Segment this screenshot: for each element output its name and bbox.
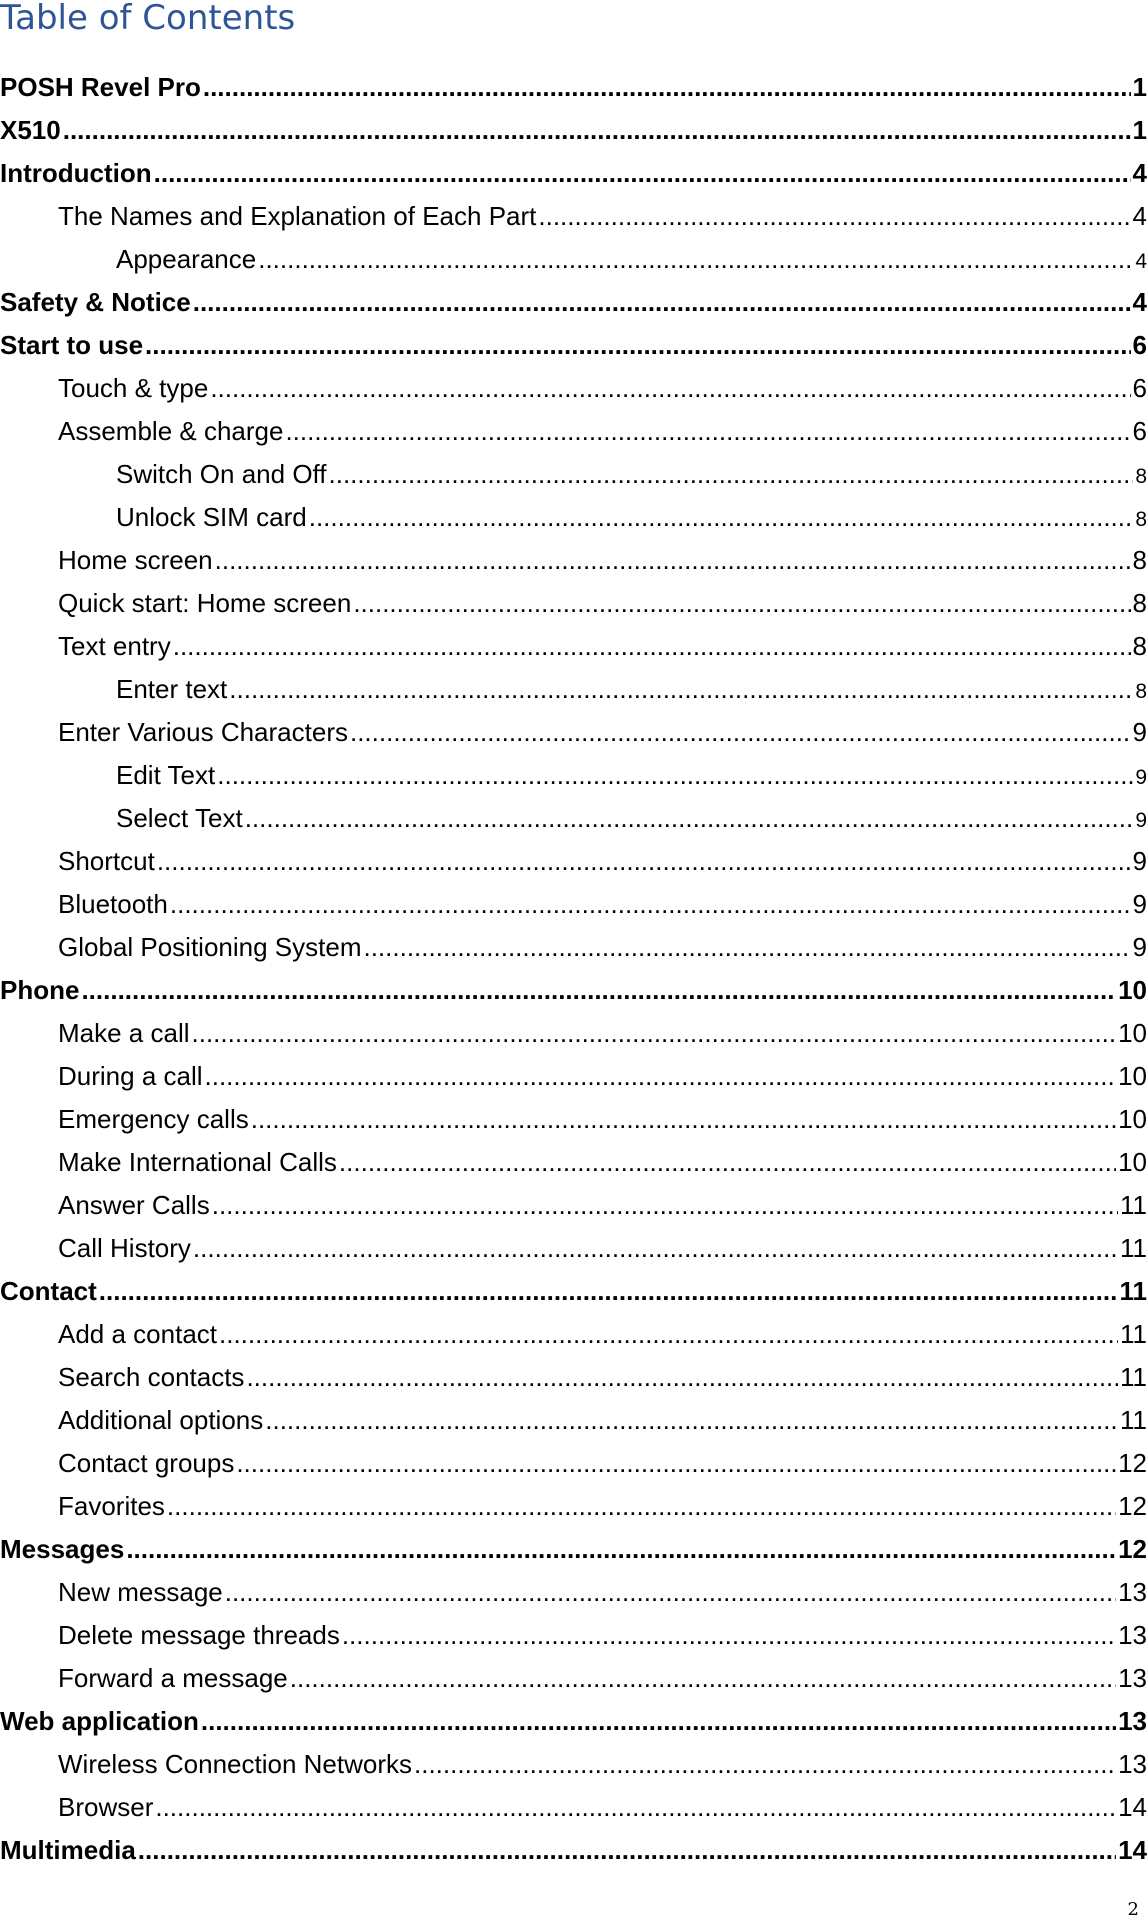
- toc-entry-page-number: 13: [1118, 1706, 1147, 1736]
- toc-entry-page-number: 8: [1135, 680, 1147, 703]
- dot-leader: [154, 152, 1131, 195]
- page-number: 2: [1127, 1899, 1139, 1920]
- toc-entry-title: The Names and Explanation of Each Part: [58, 201, 537, 231]
- toc-entry-page-number: 9: [1135, 809, 1147, 832]
- toc-entry-title: Forward a message: [58, 1663, 288, 1693]
- toc-entry-title: Start to use: [0, 330, 144, 360]
- toc-entry-title: Assemble & charge: [58, 416, 284, 446]
- toc-entry-page-number: 6: [1132, 416, 1147, 446]
- dot-leader: [342, 1614, 1116, 1657]
- toc-entry[interactable]: [0, 1055, 1147, 1098]
- toc-entry-page-number: 11: [1120, 1190, 1147, 1220]
- toc-entry[interactable]: [0, 410, 1147, 453]
- toc-entry[interactable]: [0, 1442, 1147, 1485]
- toc-entry[interactable]: [0, 625, 1147, 668]
- toc-entry[interactable]: [0, 883, 1147, 926]
- toc-entry[interactable]: [0, 711, 1147, 754]
- toc-entry[interactable]: [0, 754, 1147, 797]
- toc-entry-title: Shortcut: [58, 846, 155, 876]
- toc-entry-page-number: 9: [1132, 846, 1147, 876]
- toc-entry-title: Edit Text: [116, 760, 216, 790]
- dot-leader: [126, 1528, 1116, 1571]
- toc-entry-title: Make International Calls: [58, 1147, 337, 1177]
- dot-leader: [201, 1700, 1116, 1743]
- toc-entry-page-number: 8: [1135, 508, 1147, 531]
- toc-entry-page-number: 11: [1119, 1276, 1147, 1306]
- toc-entry[interactable]: [0, 1485, 1147, 1528]
- dot-leader: [353, 582, 1130, 625]
- toc-entry[interactable]: [0, 1356, 1147, 1399]
- toc-entry-page-number: 1: [1132, 72, 1147, 102]
- toc-entry-title: Introduction: [0, 158, 152, 188]
- dot-leader: [538, 195, 1130, 238]
- toc-entry-page-number: 6: [1132, 330, 1147, 360]
- dot-leader: [99, 1270, 1118, 1313]
- toc-entry[interactable]: [0, 1528, 1147, 1571]
- toc-entry-page-number: 10: [1118, 1147, 1147, 1177]
- dot-leader: [350, 711, 1131, 754]
- toc-entry-title: Contact: [0, 1276, 97, 1306]
- dot-leader: [210, 367, 1130, 410]
- toc-entry-title: Favorites: [58, 1491, 165, 1521]
- toc-entry-title: X510: [0, 115, 61, 145]
- toc-entry-page-number: 11: [1120, 1405, 1147, 1435]
- toc-entry-page-number: 9: [1132, 889, 1147, 919]
- toc-entry-page-number: 4: [1132, 158, 1147, 188]
- toc-entry[interactable]: [0, 1012, 1147, 1055]
- toc-entry[interactable]: [0, 1399, 1147, 1442]
- toc-entry[interactable]: [0, 1657, 1147, 1700]
- toc-entry-title: Browser: [58, 1792, 154, 1822]
- dot-leader: [265, 1399, 1118, 1442]
- toc-entry-page-number: 11: [1120, 1362, 1147, 1392]
- dot-leader: [414, 1743, 1116, 1786]
- toc-entry[interactable]: [0, 453, 1147, 496]
- dot-leader: [81, 969, 1116, 1012]
- toc-entry-page-number: 9: [1132, 717, 1147, 747]
- toc-entry-page-number: 11: [1120, 1233, 1147, 1263]
- dot-leader: [217, 754, 1133, 797]
- toc-entry[interactable]: [0, 582, 1147, 625]
- toc-entry[interactable]: [0, 1829, 1147, 1872]
- toc-entry-page-number: 6: [1132, 373, 1147, 403]
- toc-entry[interactable]: [0, 66, 1147, 109]
- toc-entry-title: Web application: [0, 1706, 199, 1736]
- toc-entry-page-number: 1: [1132, 115, 1147, 145]
- toc-entry[interactable]: [0, 840, 1147, 883]
- toc-entry[interactable]: [0, 238, 1147, 281]
- dot-leader: [236, 1442, 1116, 1485]
- dot-leader: [245, 797, 1134, 840]
- dot-leader: [251, 1098, 1116, 1141]
- dot-leader: [212, 1184, 1118, 1227]
- toc-entry-page-number: 10: [1118, 975, 1147, 1005]
- dot-leader: [363, 926, 1130, 969]
- toc-entry-page-number: 13: [1118, 1620, 1147, 1650]
- toc-entry-page-number: 9: [1132, 932, 1147, 962]
- toc-entry-title: Call History: [58, 1233, 191, 1263]
- toc-entry[interactable]: [0, 496, 1147, 539]
- toc-entry-title: Delete message threads: [58, 1620, 340, 1650]
- dot-leader: [203, 66, 1131, 109]
- toc-entry-title: Appearance: [116, 244, 257, 274]
- toc-entry-title: Safety & Notice: [0, 287, 191, 317]
- toc-entry[interactable]: [0, 1227, 1147, 1270]
- toc-entry-page-number: 10: [1118, 1104, 1147, 1134]
- dot-leader: [193, 1227, 1118, 1270]
- toc-entry[interactable]: [0, 1184, 1147, 1227]
- toc-entry[interactable]: [0, 152, 1147, 195]
- dot-leader: [192, 1012, 1117, 1055]
- toc-entry-page-number: 4: [1132, 287, 1147, 317]
- toc-entry-page-number: 8: [1132, 631, 1147, 661]
- dot-leader: [258, 238, 1133, 281]
- toc-entry-page-number: 13: [1118, 1663, 1147, 1693]
- dot-leader: [229, 668, 1133, 711]
- toc-entry-title: Emergency calls: [58, 1104, 249, 1134]
- toc-entry[interactable]: [0, 969, 1147, 1012]
- toc-entry[interactable]: [0, 926, 1147, 969]
- toc-entry[interactable]: [0, 195, 1147, 238]
- toc-list: [0, 66, 1147, 1872]
- toc-entry[interactable]: [0, 1313, 1147, 1356]
- toc-entry-title: Quick start: Home screen: [58, 588, 352, 618]
- toc-entry-title: Add a contact: [58, 1319, 217, 1349]
- toc-entry-title: Home screen: [58, 545, 213, 575]
- toc-entry-page-number: 12: [1118, 1448, 1147, 1478]
- toc-entry-title: New message: [58, 1577, 223, 1607]
- toc-entry-title: POSH Revel Pro: [0, 72, 201, 102]
- dot-leader: [155, 1786, 1116, 1829]
- toc-entry-title: Touch & type: [58, 373, 209, 403]
- dot-leader: [225, 1571, 1116, 1614]
- toc-entry-title: Global Positioning System: [58, 932, 362, 962]
- toc-entry[interactable]: [0, 324, 1147, 367]
- toc-entry[interactable]: [0, 539, 1147, 582]
- toc-entry[interactable]: [0, 797, 1147, 840]
- dot-leader: [167, 1485, 1116, 1528]
- toc-entry-page-number: 13: [1118, 1749, 1147, 1779]
- dot-leader: [309, 496, 1134, 539]
- toc-entry-page-number: 12: [1118, 1491, 1147, 1521]
- toc-entry-title: Answer Calls: [58, 1190, 210, 1220]
- toc-entry[interactable]: [0, 367, 1147, 410]
- dot-leader: [246, 1356, 1118, 1399]
- dot-leader: [215, 539, 1131, 582]
- toc-entry-page-number: 9: [1135, 766, 1147, 789]
- dot-leader: [290, 1657, 1116, 1700]
- toc-entry-page-number: 8: [1135, 465, 1147, 488]
- dot-leader: [138, 1829, 1116, 1872]
- toc-entry-title: Unlock SIM card: [116, 502, 307, 532]
- toc-entry[interactable]: [0, 281, 1147, 324]
- dot-leader: [63, 109, 1131, 152]
- toc-entry-title: Contact groups: [58, 1448, 235, 1478]
- toc-entry-page-number: 14: [1118, 1835, 1147, 1865]
- toc-entry-title: During a call: [58, 1061, 203, 1091]
- toc-entry[interactable]: [0, 1786, 1147, 1829]
- toc-entry[interactable]: [0, 1141, 1147, 1184]
- dot-leader: [219, 1313, 1118, 1356]
- toc-entry[interactable]: [0, 1098, 1147, 1141]
- toc-entry-page-number: 14: [1118, 1792, 1147, 1822]
- toc-entry-page-number: 12: [1118, 1534, 1147, 1564]
- toc-entry[interactable]: [0, 1571, 1147, 1614]
- toc-entry-title: Additional options: [58, 1405, 264, 1435]
- toc-entry-title: Make a call: [58, 1018, 190, 1048]
- toc-entry[interactable]: [0, 668, 1147, 711]
- toc-entry-page-number: 4: [1135, 250, 1147, 273]
- toc-entry-title: Text entry: [58, 631, 171, 661]
- dot-leader: [145, 324, 1131, 367]
- toc-entry-title: Multimedia: [0, 1835, 136, 1865]
- toc-entry-title: Search contacts: [58, 1362, 245, 1392]
- toc-title: Table of Contents: [0, 0, 296, 38]
- toc-entry[interactable]: [0, 1270, 1147, 1313]
- toc-entry-title: Messages: [0, 1534, 125, 1564]
- dot-leader: [157, 840, 1131, 883]
- toc-entry[interactable]: [0, 109, 1147, 152]
- toc-entry-page-number: 10: [1118, 1061, 1147, 1091]
- toc-entry[interactable]: [0, 1743, 1147, 1786]
- toc-entry[interactable]: [0, 1614, 1147, 1657]
- dot-leader: [339, 1141, 1116, 1184]
- toc-entry-title: Enter text: [116, 674, 228, 704]
- dot-leader: [285, 410, 1130, 453]
- toc-entry-title: Phone: [0, 975, 80, 1005]
- toc-entry-page-number: 11: [1120, 1319, 1147, 1349]
- dot-leader: [329, 453, 1134, 496]
- toc-entry-title: Switch On and Off: [116, 459, 327, 489]
- dot-leader: [193, 281, 1131, 324]
- toc-entry-page-number: 8: [1132, 588, 1147, 618]
- toc-entry-title: Wireless Connection Networks: [58, 1749, 413, 1779]
- toc-entry-title: Enter Various Characters: [58, 717, 348, 747]
- toc-entry-title: Bluetooth: [58, 889, 168, 919]
- dot-leader: [173, 625, 1131, 668]
- toc-entry-page-number: 8: [1132, 545, 1147, 575]
- toc-entry-page-number: 13: [1118, 1577, 1147, 1607]
- dot-leader: [205, 1055, 1117, 1098]
- toc-entry-page-number: 10: [1118, 1018, 1147, 1048]
- toc-entry-title: Select Text: [116, 803, 243, 833]
- dot-leader: [170, 883, 1131, 926]
- toc-entry[interactable]: [0, 1700, 1147, 1743]
- toc-entry-page-number: 4: [1132, 201, 1147, 231]
